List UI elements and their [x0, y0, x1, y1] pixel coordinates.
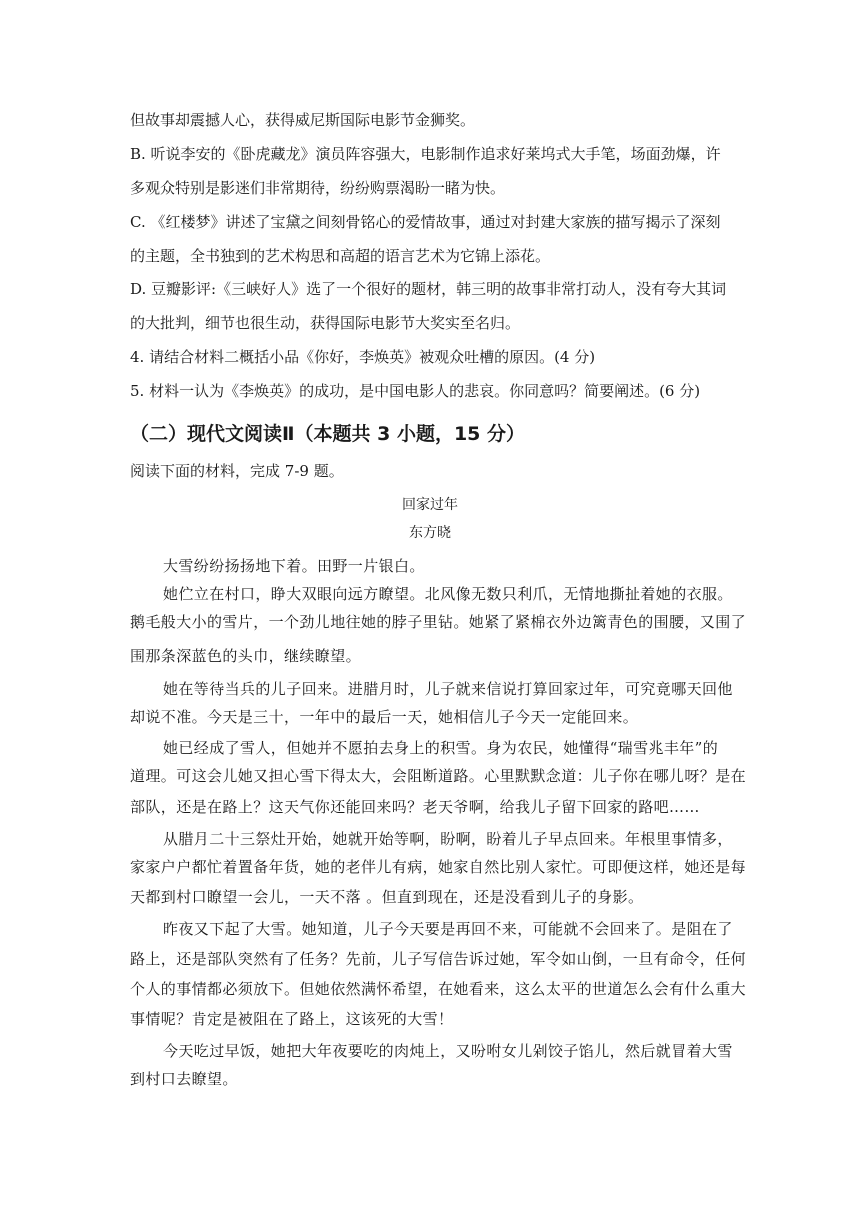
story-author: 东方晓 [409, 525, 451, 541]
section-instruction: 阅读下面的材料，完成 7-9 题。 [130, 462, 344, 480]
option-d-line-2: 的大批判，细节也很生动，获得国际电影节大奖实至名归。 [130, 314, 521, 332]
option-b-line-2: 多观众特别是影迷们非常期待，纷纷购票渴盼一睹为快。 [130, 179, 506, 197]
story-line: 家家户户都忙着置备年货，她的老伴儿有病，她家自然比别人家忙。可即便这样，她还是每 [130, 858, 747, 876]
story-title: 回家过年 [402, 497, 458, 513]
story-line: 个人的事情都必须放下。但她依然满怀希望，在她看来，这么太平的世道怎么会有什么重大 [130, 980, 747, 998]
story-line: 她在等待当兵的儿子回来。进腊月时，儿子就来信说打算回家过年，可究竟哪天回他 [163, 680, 733, 698]
option-a-tail: 但故事却震撼人心，获得威尼斯国际电影节金狮奖。 [130, 111, 476, 129]
story-line: 鹅毛般大小的雪片，一个劲儿地往她的脖子里钻。她紧了紧棉衣外边篱青色的围腰，又围了 [130, 613, 747, 631]
story-line: 她伫立在村口，睁大双眼向远方瞭望。北风像无数只利爪，无情地撕扯着她的衣服。 [163, 585, 733, 603]
option-b-line-1: B. 听说李安的《卧虎藏龙》演员阵容强大，电影制作追求好莱坞式大手笔，场面劲爆，许 [130, 145, 721, 163]
story-line: 今天吃过早饭，她把大年夜要吃的肉炖上，又吩咐女儿剁饺子馅儿，然后就冒着大雪 [163, 1042, 733, 1060]
story-line: 大雪纷纷扬扬地下着。田野一片银白。 [163, 557, 425, 575]
section-heading: （二）现代文阅读Ⅱ（本题共 3 小题，15 分） [130, 423, 526, 445]
option-c-line-2: 的主题，全书独到的艺术构思和高超的语言艺术为它锦上添花。 [130, 247, 551, 265]
story-line: 昨夜又下起了大雪。她知道，儿子今天要是再回不来，可能就不会回来了。是阻在了 [163, 920, 733, 938]
story-line: 到村口去瞭望。 [130, 1070, 238, 1088]
question-4: 4. 请结合材料二概括小品《你好，李焕英》被观众吐槽的原因。(4 分) [130, 348, 596, 366]
story-line: 事情呢？肯定是被阻在了路上，这该死的大雪！ [130, 1010, 454, 1028]
story-line: 她已经成了雪人，但她并不愿拍去身上的积雪。身为农民，她懂得“瑞雪兆丰年”的 [163, 739, 719, 757]
story-line: 部队，还是在路上？这天气你还能回来吗？老天爷啊，给我儿子留下回家的路吧…… [130, 798, 700, 816]
story-line: 从腊月二十三祭灶开始，她就开始等啊，盼啊，盼着儿子早点回来。年根里事情多， [163, 830, 733, 848]
option-d-line-1: D. 豆瓣影评:《三峡好人》选了一个很好的题材，韩三明的故事非常打动人，没有夸大其词 [130, 280, 727, 298]
question-5: 5. 材料一认为《李焕英》的成功，是中国电影人的悲哀。你同意吗？简要阐述。(6 分) [130, 382, 701, 400]
story-line: 路上，还是部队突然有了任务？先前，儿子写信告诉过她，军令如山倒，一旦有命令，任何 [130, 950, 747, 968]
option-c-line-1: C. 《红楼梦》讲述了宝黛之间刻骨铭心的爱情故事，通过对封建大家族的描写揭示了深刻 [130, 213, 721, 231]
story-line: 围那条深蓝色的头巾，继续瞭望。 [130, 647, 362, 665]
story-line: 却说不准。今天是三十，一年中的最后一天，她相信儿子今天一定能回来。 [130, 708, 639, 726]
story-line: 天都到村口瞭望一会儿，一天不落 。但直到现在，还是没看到儿子的身影。 [130, 888, 644, 906]
story-line: 道理。可这会儿她又担心雪下得太大，会阻断道路。心里默默念道：儿子你在哪儿呀？是在 [130, 767, 747, 785]
